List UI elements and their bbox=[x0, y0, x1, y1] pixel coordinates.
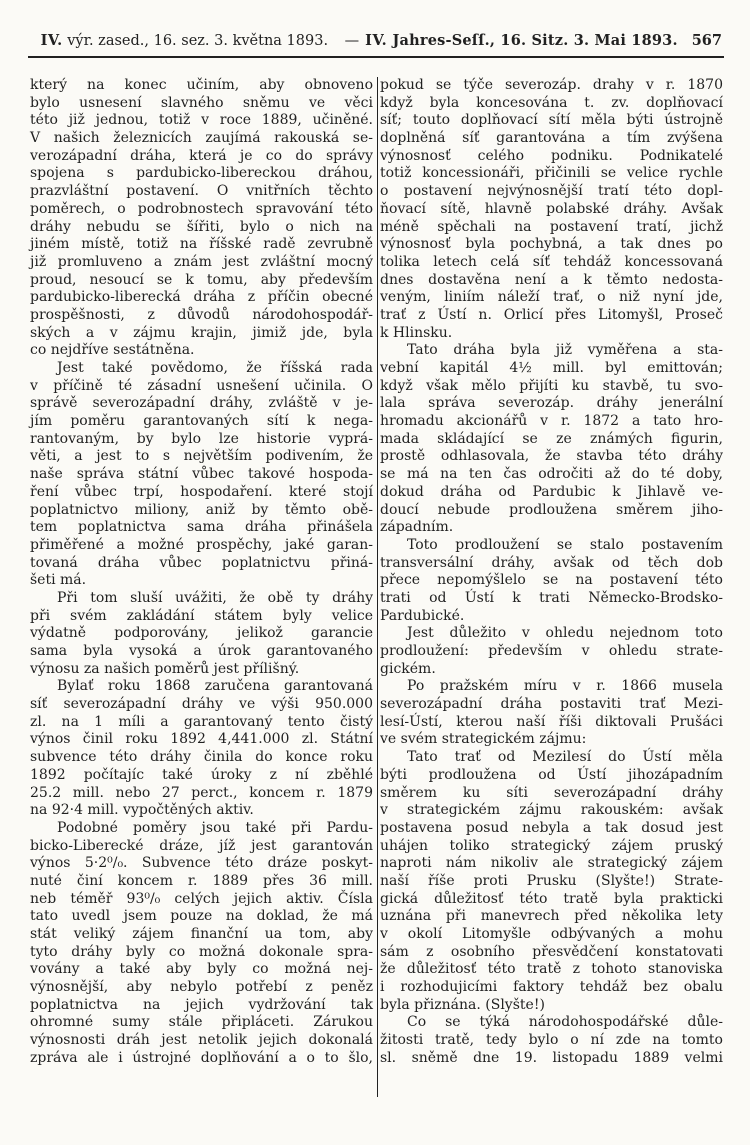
text-line: žitosti tratě, tedy bylo o ní zde na tomto bbox=[380, 1032, 723, 1049]
text-line: již promluveno a znám jest zvláštní mocný bbox=[30, 253, 373, 270]
text-line: že důležitosť této tratě z tohoto stanoviska bbox=[380, 961, 723, 978]
text-line: mada skládající se ze známých figurin, bbox=[380, 430, 723, 447]
text-line: nuté činí koncem r. 1889 přes 36 mill. bbox=[30, 872, 373, 889]
text-line: výnosnosť celého podniku. Podnikatelé bbox=[380, 147, 723, 164]
text-line: i rozhodujicími faktory tehdáž bez obalu bbox=[380, 979, 723, 996]
text-line: sl. sněmě dne 19. listopadu 1889 velmi bbox=[380, 1049, 723, 1066]
header-german-session bbox=[365, 31, 678, 50]
text-line: tovaná dráha vůbec poplatnictvu přiná- bbox=[30, 554, 373, 571]
header-czech-text: výr. zased., 16. sez. 3. května 1893. bbox=[67, 33, 329, 49]
text-line: Jest důležito v ohledu nejednom toto bbox=[407, 625, 723, 642]
text-line: výnosnější, aby nebylo potřebí z peněz bbox=[30, 979, 373, 996]
text-line: doucí nebude prodloužena směrem jiho- bbox=[380, 501, 723, 518]
column-divider bbox=[377, 77, 378, 1097]
text-line: síť severozápadní dráhy ve výši 950.000 bbox=[30, 696, 373, 713]
text-line: výnosnosti dráh jest netolik jejich dokonalá bbox=[30, 1032, 373, 1049]
text-line: vovány a také aby byly co možná nej- bbox=[30, 961, 373, 978]
text-line: výdatně podporovány, jelikož garancie bbox=[30, 625, 373, 642]
text-line: dnes dostavěna není a k těmto nedosta- bbox=[380, 271, 723, 288]
text-line: při svém zakládání státem byly velice bbox=[30, 607, 373, 624]
text-line: ření vůbec trpí, hospodaření. které stojí bbox=[30, 483, 373, 500]
text-line: jiném místě, totiž na říšské radě zevrubně bbox=[30, 236, 373, 253]
text-line: když byla koncesována t. zv. doplňovací bbox=[380, 94, 723, 111]
text-line: subvence této dráhy činila do konce roku bbox=[30, 749, 373, 766]
text-line: k Hlinsku. bbox=[380, 324, 453, 341]
text-line: který na konec učiním, aby obnoveno bbox=[30, 77, 373, 93]
text-line: Tato dráha byla již vyměřena a sta- bbox=[407, 342, 723, 359]
text-line: Jest také povědomo, že říšská rada bbox=[57, 360, 373, 376]
text-line: hromadu akcionářů v r. 1872 a tato hro- bbox=[380, 413, 723, 430]
text-line: zpráva ale i ústrojné doplňování a o to šlo, bbox=[30, 1049, 373, 1066]
text-line: verozápadní dráha, která je co do správy bbox=[30, 147, 373, 164]
text-line: na 92·4 mill. vypočtěných aktiv. bbox=[30, 802, 254, 819]
text-line: poplatnictva na jejich vydržování tak bbox=[30, 996, 373, 1013]
text-line: Co se týká národohospodářské důle- bbox=[407, 1014, 723, 1031]
text-line: dokud dráha od Pardubic k Jihlavě ve- bbox=[380, 483, 723, 500]
text-line: prospěšnosti, z důvodů národohospodář- bbox=[30, 306, 373, 323]
text-line: když však mělo přijíti ku stavbě, tu svo- bbox=[380, 377, 723, 394]
text-line: býti prodloužena od Ústí jihozápadním bbox=[380, 766, 723, 783]
text-line: dráhy nebudu se šířiti, bylo o nich na bbox=[30, 218, 373, 235]
text-line: 25.2 mill. nebo 27 perct., koncem r. 1879 bbox=[30, 784, 373, 801]
text-line: prostě odhlasovala, že stavba této dráhy bbox=[380, 448, 723, 465]
text-line: prodloužení: především v ohledu strate- bbox=[380, 643, 723, 659]
text-line: severozápadní dráha postaviti trať Mezi- bbox=[380, 696, 723, 713]
header-dash: — bbox=[344, 33, 360, 49]
text-line: přece nepomýšlelo se na postavení této bbox=[380, 572, 723, 589]
text-line: bylo usnesení slavného sněmu ve věci bbox=[30, 94, 373, 111]
text-line: veným, liniím náleží trať, o niž nyní jde, bbox=[380, 289, 723, 306]
text-line: zl. na 1 míli a garantovaný tento čistý bbox=[30, 713, 373, 730]
text-line: totiž koncessionáři, přičinili se velice rychle bbox=[380, 165, 723, 182]
text-line: V našich železnicích zaujímá rakouská se- bbox=[30, 130, 373, 147]
text-line: co nejdříve sestátněna. bbox=[30, 342, 195, 359]
header-rule bbox=[28, 56, 724, 58]
text-line: jím poměru garantovaných sítí k nega- bbox=[30, 413, 373, 430]
text-line: trať z Ústí n. Orlicí přes Litomyšl, Proseč bbox=[380, 306, 723, 323]
text-line: uhájen toliko strategický zájem pruský bbox=[380, 837, 723, 854]
text-line: Po pražském míru v r. 1866 musela bbox=[407, 678, 723, 695]
text-line: tem poplatnictva sama dráha přinášela bbox=[30, 519, 373, 536]
text-line: proud, nesoucí se k tomu, aby především bbox=[30, 271, 373, 288]
text-line: stát veliký zájem finanční ua tom, aby bbox=[30, 926, 373, 942]
text-line: doplněná síť garantována a tím zvýšena bbox=[380, 130, 723, 147]
page-number: 567 bbox=[691, 32, 722, 49]
text-line: lala správa severozáp. dráhy jenerální bbox=[380, 395, 723, 412]
text-line: poplatnictvo miliony, aniž by těmto obě- bbox=[30, 501, 373, 518]
text-line: Bylať roku 1868 zaručena garantovaná bbox=[57, 678, 373, 695]
text-line: ohromné sumy stále připláceti. Zárukou bbox=[30, 1014, 373, 1031]
text-line: bicko-Liberecké dráze, jíž jest garantován bbox=[30, 837, 373, 854]
text-line: sám z osobního přesvědčení konstatovati bbox=[380, 943, 723, 960]
text-line: vební kapitál 4½ mill. byl emittován; bbox=[380, 360, 723, 376]
text-line: šeti má. bbox=[30, 572, 87, 589]
text-line: Toto prodloužení se stalo postavením bbox=[407, 536, 723, 553]
text-line: výnosnosť byla pochybná, a tak dnes po bbox=[380, 236, 723, 253]
text-line: Podobné poměry jsou také při Pardu- bbox=[57, 819, 373, 836]
text-line: trati od Ústí k trati Německo-Brodsko- bbox=[380, 589, 723, 606]
header-german-text: Jahres-Seſſ., 16. Sitz. 3. Mai 1893. bbox=[392, 32, 678, 49]
text-line: pokud se týče severozáp. drahy v r. 1870 bbox=[380, 77, 723, 93]
text-line: lesí-Ústí, kterou naší říši diktovali Prušáci bbox=[380, 713, 723, 730]
text-line: v okolí Litomyšle odbývaných a mohu bbox=[380, 926, 723, 942]
text-line: ve svém strategickém zájmu: bbox=[380, 731, 587, 748]
text-line: sama byla vysoká a úrok garantovaného bbox=[30, 643, 373, 659]
text-line: ňovací sítě, hlavně polabské dráhy. Avšak bbox=[380, 200, 723, 217]
page-header bbox=[0, 31, 750, 51]
text-line: naproti nám nikoliv ale strategický zájem bbox=[380, 855, 723, 872]
text-line: správě severozápadní dráhy, zvláště v je- bbox=[30, 395, 373, 412]
text-line: naše správa státní vůbec takové hospoda- bbox=[30, 466, 373, 483]
text-line: směrem ku síti severozápadní dráhy bbox=[380, 784, 723, 801]
left-column bbox=[30, 77, 373, 1097]
text-line: v příčině té zásadní usnešení učinila. O bbox=[30, 377, 373, 394]
text-line: věti, a jest to s největším podivením, že bbox=[30, 448, 373, 465]
text-line: tyto dráhy byly co možná dokonale spra- bbox=[30, 943, 373, 960]
text-line: této již jednou, totiž v roce 1889, učiněné. bbox=[30, 112, 373, 129]
text-line: rantovaným, by bylo lze historie vyprá- bbox=[30, 430, 373, 447]
text-line: neb téměř 93⁰/₀ celých jejich aktiv. Čísla bbox=[30, 890, 373, 907]
header-czech-session bbox=[30, 31, 339, 51]
text-line: tolika letech celá síť tehdáž koncessovaná bbox=[380, 253, 723, 270]
text-line: v strategickém zájmu rakouském: avšak bbox=[380, 802, 723, 819]
text-line: výnos 5·2⁰/₀. Subvence této dráze poskyt- bbox=[30, 855, 373, 872]
text-line: tato uvedl jsem pouze na doklad, že má bbox=[30, 908, 373, 925]
text-line: ských a v zájmu krajin, jimiž jde, byla bbox=[30, 324, 373, 341]
text-line: gická důležitosť této tratě byla prakticki bbox=[380, 890, 723, 907]
text-line: o postavení nejvýnosnější tratí této dopl- bbox=[380, 183, 723, 200]
text-line: západním. bbox=[380, 519, 454, 536]
text-line: spojena s pardubicko-libereckou dráhou, bbox=[30, 165, 373, 182]
text-line: Tato trať od Mezilesí do Ústí měla bbox=[407, 749, 723, 766]
text-line: síť; touto doplňovací sítí měla býti ústrojně bbox=[380, 112, 723, 129]
text-line: prazvláštní postavení. O vnitřních těchto bbox=[30, 183, 373, 200]
text-line: 1892 počítajíc také úroky z ní zběhlé bbox=[30, 766, 373, 783]
text-line: pardubicko-liberecká dráha z příčin obecné bbox=[30, 289, 373, 306]
text-line: postavena posud nebyla a tak dosud jest bbox=[380, 819, 723, 836]
text-line: výnos činil roku 1892 4,441.000 zl. Státní bbox=[30, 731, 373, 748]
text-line: uznána při manevrech před několika lety bbox=[380, 908, 723, 925]
text-line: Pardubické. bbox=[380, 607, 465, 624]
text-columns bbox=[0, 77, 750, 1097]
text-line: poměrech, o podrobnostech spravování této bbox=[30, 200, 373, 217]
text-line: transversální dráhy, avšak od těch dob bbox=[380, 554, 723, 571]
text-line: naší říše proti Prusku (Slyšte!) Strate- bbox=[380, 872, 723, 889]
header-czech-roman: IV. bbox=[40, 32, 63, 49]
text-line: Při tom sluší uvážiti, že obě ty dráhy bbox=[57, 589, 373, 606]
text-line: byla přiznána. (Slyšte!) bbox=[380, 996, 545, 1013]
text-line: gickém. bbox=[380, 660, 436, 677]
text-line: méně spěchali na postavení tratí, jichž bbox=[380, 218, 723, 235]
header-german-roman: IV. bbox=[365, 32, 388, 49]
text-line: se má na ten čas odročiti až do té doby, bbox=[380, 466, 723, 483]
text-line: přiměřené a možné prospěchy, jaké garan- bbox=[30, 536, 373, 553]
text-line: výnosu za našich poměrů jest přílišný. bbox=[30, 660, 300, 677]
right-column bbox=[380, 77, 723, 1097]
